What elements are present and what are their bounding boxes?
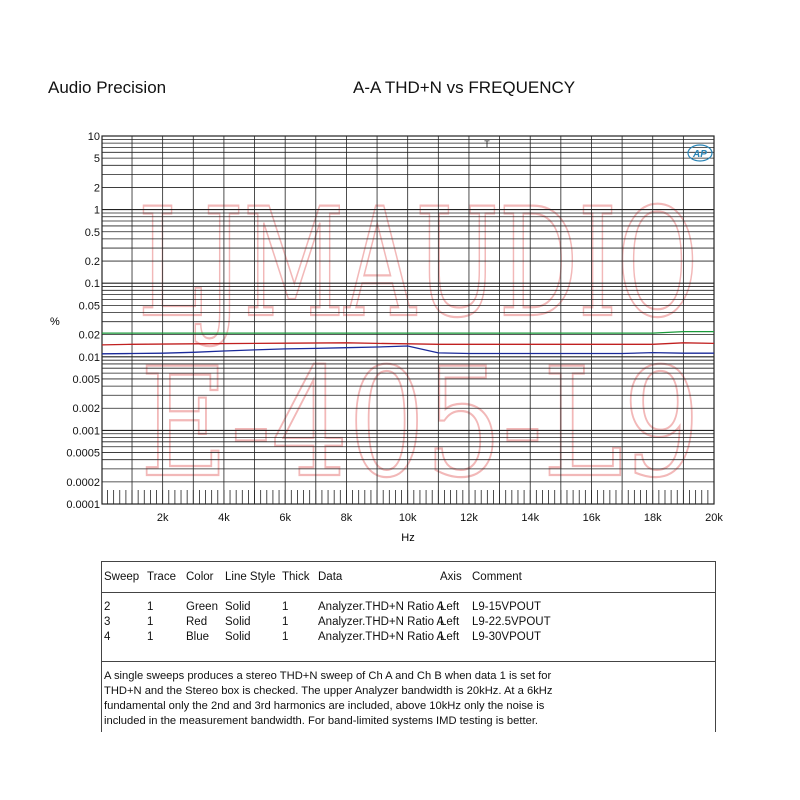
y-tick-label: 0.05 <box>78 300 100 313</box>
x-tick-label: 14k <box>521 512 540 524</box>
legend-table <box>101 561 716 732</box>
note-line: included in the measurement bandwidth. For band-limited systems IMD testing is better. <box>104 715 539 727</box>
cell-data: Analyzer.THD+N Ratio A <box>318 601 445 613</box>
description-note <box>104 669 704 729</box>
cell-trace: 1 <box>147 601 154 613</box>
legend-rows <box>102 593 715 662</box>
cell-color: Blue <box>186 631 210 643</box>
y-tick-label: 0.02 <box>78 329 100 342</box>
col-axis-header: Axis <box>440 571 462 583</box>
cell-data: Analyzer.THD+N Ratio A <box>318 631 445 643</box>
x-tick-label: 4k <box>218 512 230 524</box>
x-axis-label: Hz <box>401 532 415 544</box>
y-axis-label: % <box>50 316 60 328</box>
cell-comment: L9-30VPOUT <box>472 631 542 643</box>
chart-title: A-A THD+N vs FREQUENCY <box>353 78 576 97</box>
x-tick-label: 8k <box>340 512 353 524</box>
cell-linestyle: Solid <box>225 601 251 613</box>
cell-sweep: 2 <box>104 601 111 613</box>
cell-data: Analyzer.THD+N Ratio A <box>318 616 445 628</box>
cell-thick: 1 <box>282 631 289 643</box>
cell-thick: 1 <box>282 601 289 613</box>
col-sweep-header: Sweep <box>104 571 140 583</box>
cell-axis: Left <box>440 601 460 613</box>
ap-logo-text: AP <box>693 149 707 160</box>
y-tick-label: 10 <box>87 131 100 143</box>
y-tick-label: 0.2 <box>84 256 100 269</box>
y-tick-label: 0.005 <box>72 373 100 386</box>
note-line: A single sweeps produces a stereo THD+N sweep of Ch A and Ch B when data 1 is set for <box>104 670 552 682</box>
col-thick-header: Thick <box>282 571 310 583</box>
watermark-line1: LJMAUDIO <box>138 177 698 351</box>
y-tick-label: 0.002 <box>72 403 100 416</box>
x-tick-label: 20k <box>705 512 723 524</box>
y-tick-label: 2 <box>93 182 100 195</box>
cell-trace: 1 <box>147 631 154 643</box>
y-tick-label: 0.5 <box>84 226 100 239</box>
y-tick-label: 0.0002 <box>66 476 100 489</box>
note-line: fundamental only the 2nd and 3rd harmonics are included, above 10kHz only the noise is <box>104 700 545 712</box>
y-tick-label: 0.0001 <box>66 499 100 511</box>
cell-linestyle: Solid <box>225 616 251 628</box>
col-comment-header: Comment <box>472 571 522 583</box>
y-tick-label: 1 <box>93 204 100 217</box>
x-tick-label: 2k <box>156 512 169 524</box>
y-tick-label: 5 <box>93 153 100 166</box>
cell-comment: L9-15VPOUT <box>472 601 542 613</box>
cell-comment: L9-22.5VPOUT <box>472 616 551 628</box>
brand-label: Audio Precision <box>48 78 167 97</box>
watermark-line2: E-405-L9 <box>140 337 700 511</box>
y-tick-labels <box>66 131 100 511</box>
x-tick-label: 18k <box>643 512 662 524</box>
cell-thick: 1 <box>282 616 289 628</box>
cell-color: Green <box>186 601 218 613</box>
cell-sweep: 4 <box>104 631 111 643</box>
x-tick-label: 6k <box>279 512 291 524</box>
cell-linestyle: Solid <box>225 631 251 643</box>
legend-header-row <box>102 562 715 593</box>
x-tick-label: 12k <box>460 512 478 524</box>
x-tick-labels <box>157 512 724 524</box>
y-tick-label: 0.1 <box>84 278 100 291</box>
y-tick-label: 0.001 <box>72 425 100 438</box>
col-data-header: Data <box>318 571 343 583</box>
note-line: THD+N and the Stereo box is checked. The upper Analyzer bandwidth is 20kHz. At a 6kHz <box>104 685 553 697</box>
y-tick-label: 0.0005 <box>66 447 100 460</box>
cell-trace: 1 <box>147 616 154 628</box>
y-tick-label: 0.01 <box>78 351 100 364</box>
x-tick-label: 16k <box>582 512 601 524</box>
col-color-header: Color <box>186 571 214 583</box>
cell-axis: Left <box>440 631 460 643</box>
x-tick-label: 10k <box>398 512 417 524</box>
col-linestyle-header: Line Style <box>225 571 276 583</box>
col-trace-header: Trace <box>147 571 176 583</box>
cell-axis: Left <box>440 616 460 628</box>
cell-sweep: 3 <box>104 616 111 628</box>
top-marker: T <box>484 139 490 149</box>
cell-color: Red <box>186 616 208 628</box>
